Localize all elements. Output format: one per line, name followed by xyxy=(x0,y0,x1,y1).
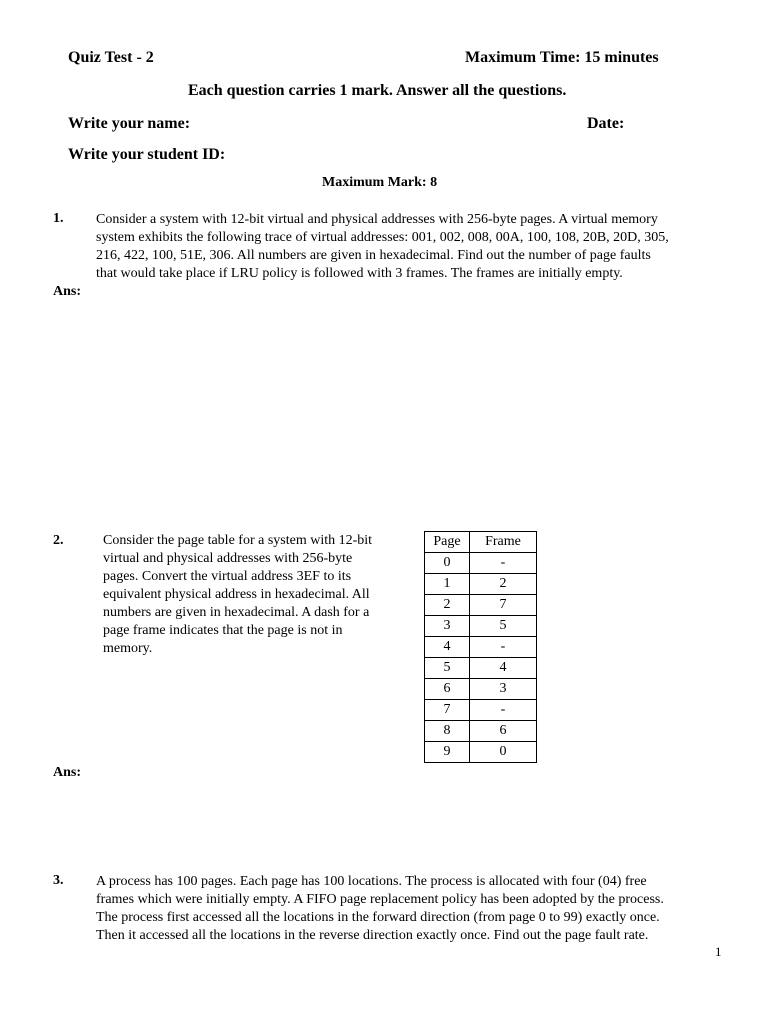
question-1-ans-label: Ans: xyxy=(53,284,82,299)
table-row xyxy=(425,742,537,763)
question-3-line: Then it accessed all the locations in the reverse direction exactly once. Find out the page fault rate. xyxy=(96,928,649,943)
page-table-header-row xyxy=(425,532,537,553)
page-cell: 0 xyxy=(425,553,470,574)
frame-column-header: Frame xyxy=(470,532,537,553)
question-3-text xyxy=(96,873,736,945)
table-row xyxy=(425,679,537,700)
question-3-line: frames which were initially empty. A FIFO page replacement policy has been adopted by the process. xyxy=(96,892,664,907)
name-label: Write your name: xyxy=(68,115,191,132)
table-row xyxy=(425,553,537,574)
page-cell: 4 xyxy=(425,637,470,658)
question-1-text xyxy=(96,211,736,283)
frame-cell: - xyxy=(470,553,537,574)
table-row xyxy=(425,637,537,658)
question-2-line: page frame indicates that the page is not in xyxy=(103,623,343,638)
question-2-line: Consider the page table for a system with 12-bit xyxy=(103,533,373,548)
max-mark: Maximum Mark: 8 xyxy=(322,175,438,190)
page-table xyxy=(424,531,537,763)
page-cell: 6 xyxy=(425,679,470,700)
question-1-line: system exhibits the following trace of virtual addresses: 001, 002, 008, 00A, 100, 108, 20B, 20D, 305, xyxy=(96,230,669,245)
question-2-text xyxy=(103,532,413,658)
question-1-line: 216, 422, 100, 51E, 306. All numbers are given in hexadecimal. Find out the number of page faults xyxy=(96,248,651,263)
frame-cell: 0 xyxy=(470,742,537,763)
question-1-line: that would take place if LRU policy is followed with 3 frames. The frames are initially empty. xyxy=(96,266,623,281)
question-1-number: 1. xyxy=(53,211,64,226)
table-row xyxy=(425,574,537,595)
page-cell: 8 xyxy=(425,721,470,742)
table-row xyxy=(425,721,537,742)
question-2-line: numbers are given in hexadecimal. A dash for a xyxy=(103,605,370,620)
table-row xyxy=(425,616,537,637)
max-time: Maximum Time: 15 minutes xyxy=(465,49,659,66)
student-id-label: Write your student ID: xyxy=(68,146,226,163)
page-cell: 2 xyxy=(425,595,470,616)
question-2-line: memory. xyxy=(103,641,153,656)
table-row xyxy=(425,658,537,679)
question-3-line: A process has 100 pages. Each page has 100 locations. The process is allocated with four (04) free xyxy=(96,874,647,889)
question-2-line: equivalent physical address in hexadecimal. All xyxy=(103,587,370,602)
question-2-line: virtual and physical addresses with 256-byte xyxy=(103,551,353,566)
page-cell: 7 xyxy=(425,700,470,721)
question-2-line: pages. Convert the virtual address 3EF to its xyxy=(103,569,352,584)
question-2-number: 2. xyxy=(53,533,64,548)
page-cell: 5 xyxy=(425,658,470,679)
frame-cell: 3 xyxy=(470,679,537,700)
question-2-ans-label: Ans: xyxy=(53,765,82,780)
instruction: Each question carries 1 mark. Answer all the questions. xyxy=(188,82,567,99)
question-1-line: Consider a system with 12-bit virtual and physical addresses with 256-byte pages. A virtual memory xyxy=(96,212,658,227)
table-row xyxy=(425,700,537,721)
frame-cell: - xyxy=(470,637,537,658)
page-column-header: Page xyxy=(425,532,470,553)
frame-cell: 5 xyxy=(470,616,537,637)
question-3-line: The process first accessed all the locations in the forward direction (from page 0 to 99) exactly once. xyxy=(96,910,660,925)
question-3-number: 3. xyxy=(53,873,64,888)
quiz-title: Quiz Test - 2 xyxy=(68,49,154,66)
date-label: Date: xyxy=(587,115,625,132)
frame-cell: 7 xyxy=(470,595,537,616)
page-cell: 3 xyxy=(425,616,470,637)
page-number: 1 xyxy=(715,944,722,959)
page-cell: 1 xyxy=(425,574,470,595)
page-cell: 9 xyxy=(425,742,470,763)
frame-cell: 6 xyxy=(470,721,537,742)
frame-cell: - xyxy=(470,700,537,721)
frame-cell: 2 xyxy=(470,574,537,595)
frame-cell: 4 xyxy=(470,658,537,679)
table-row xyxy=(425,595,537,616)
